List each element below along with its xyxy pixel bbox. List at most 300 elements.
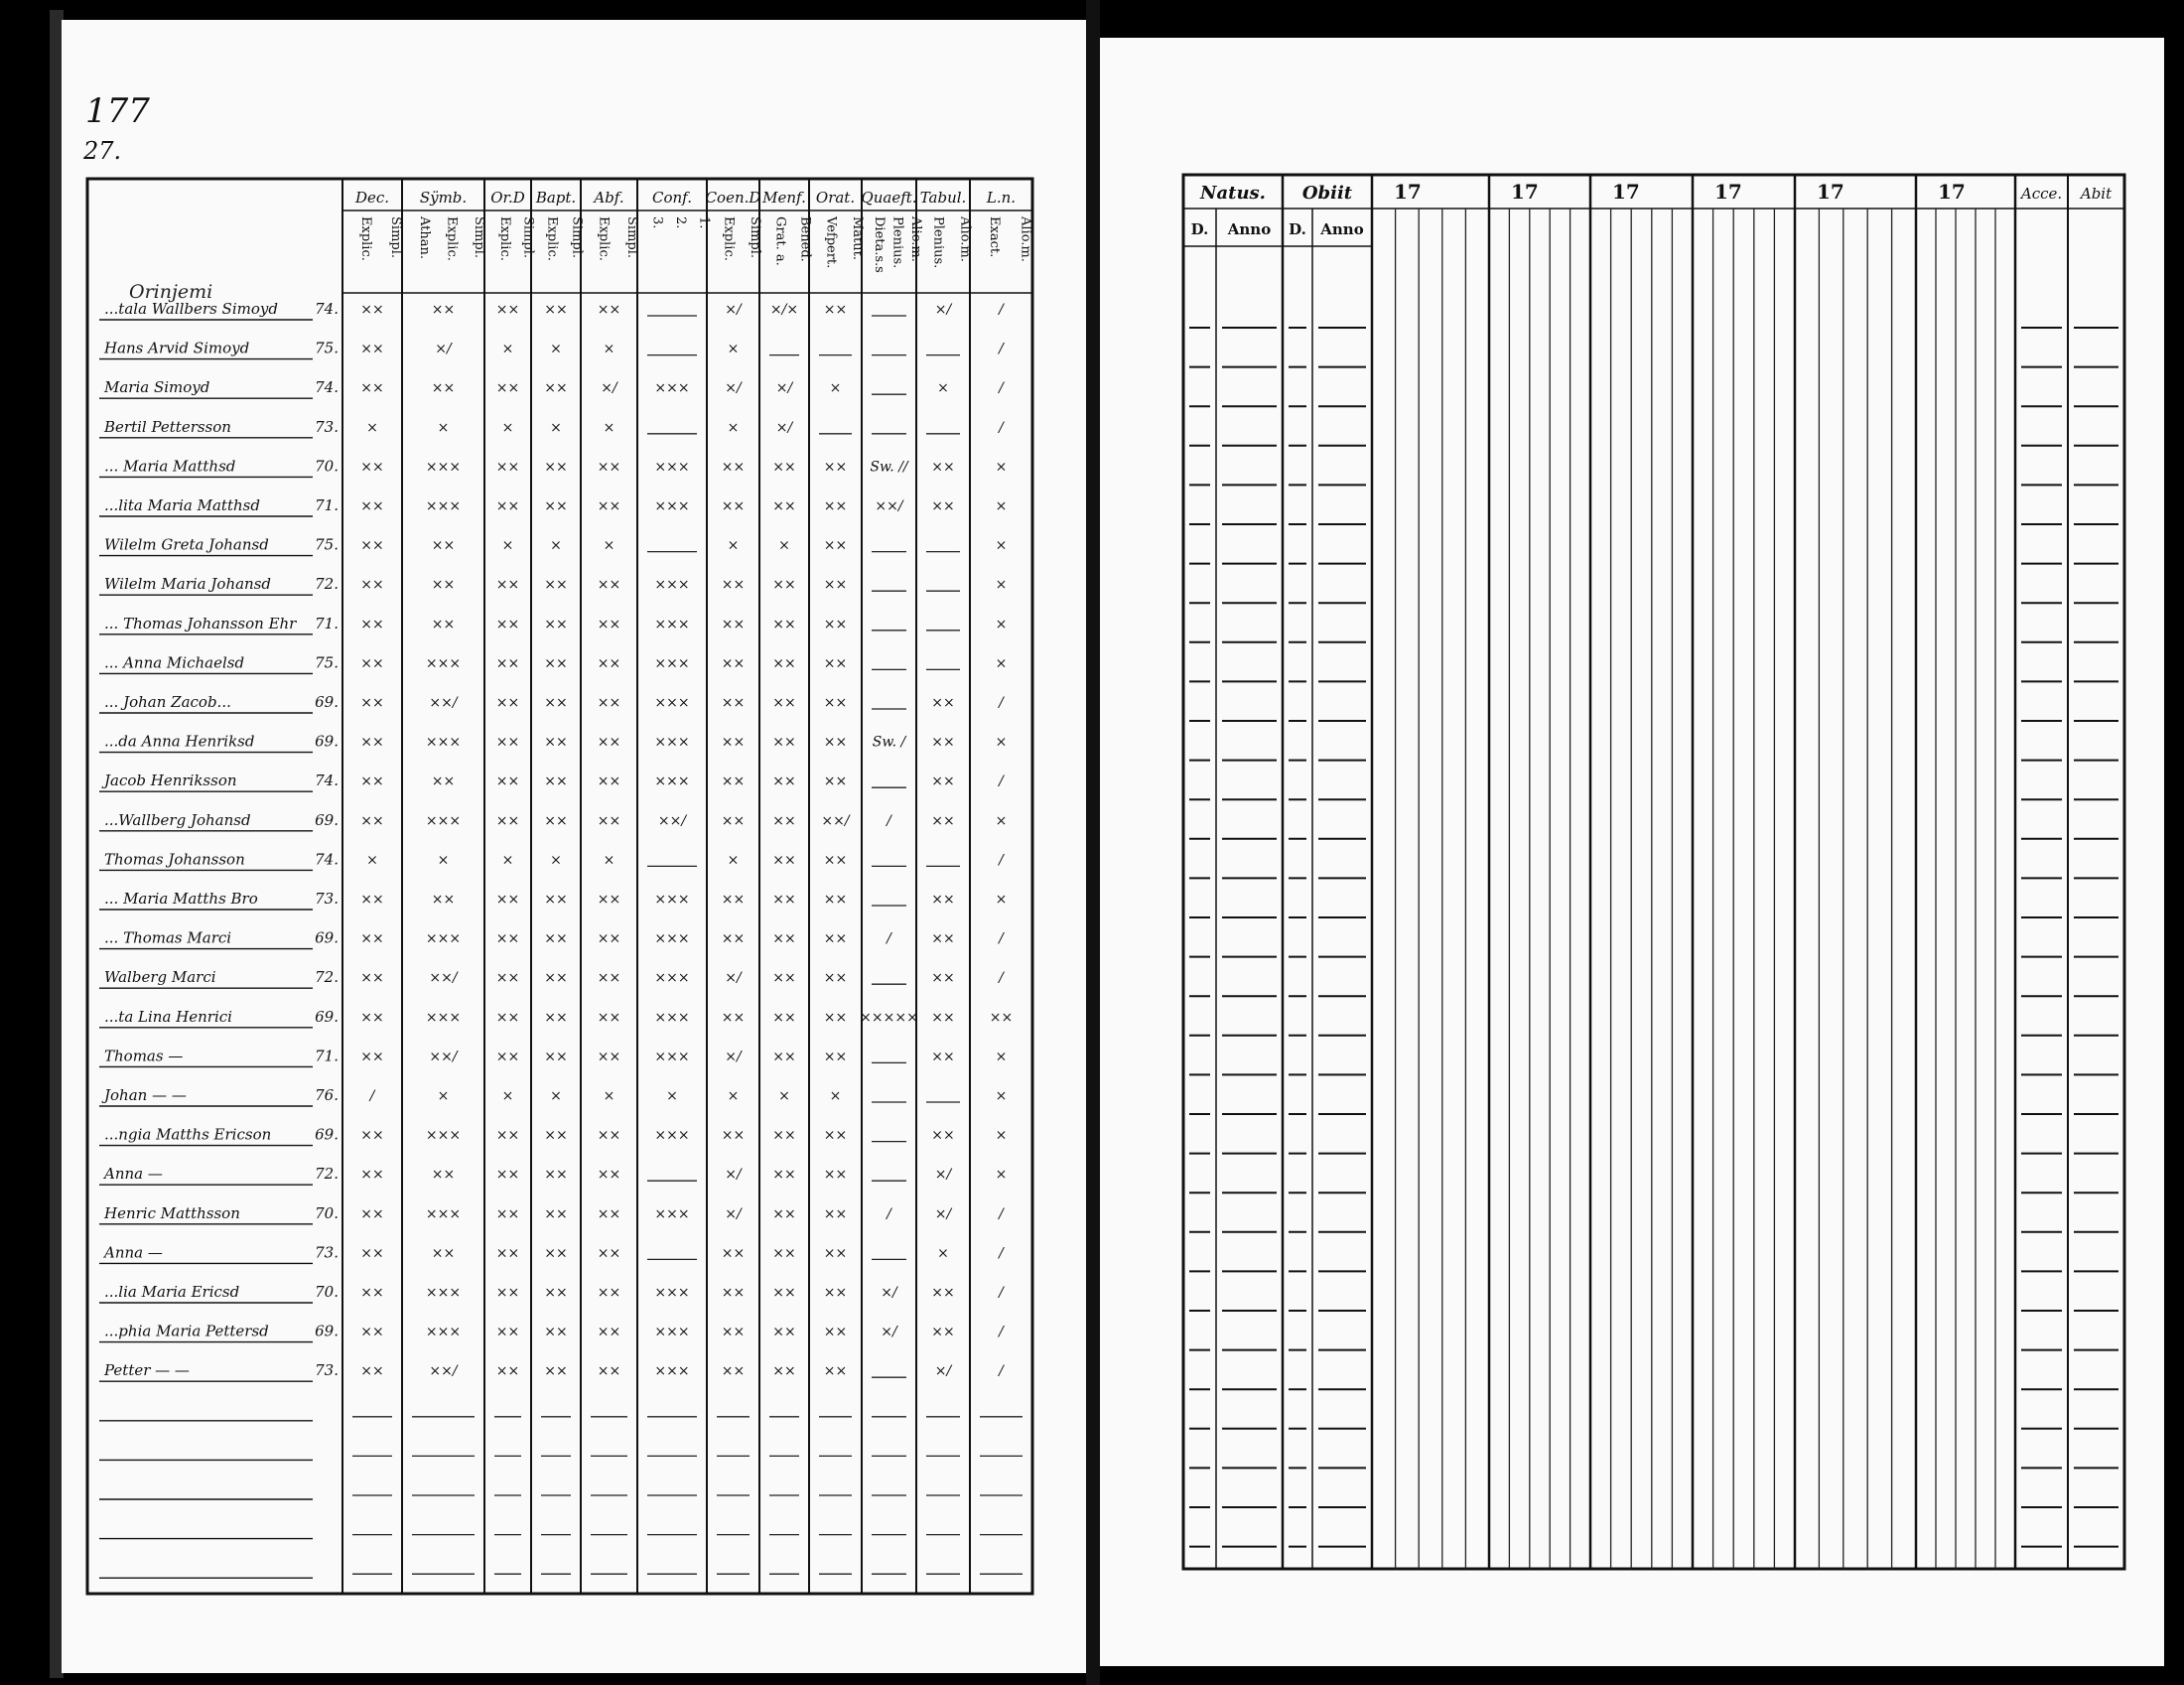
row-mark: × <box>995 1049 1008 1065</box>
row-year: 72. <box>315 968 339 987</box>
row-mark: ×/× <box>769 302 799 318</box>
row-mark: ×× <box>597 892 621 908</box>
row-mark: ×× <box>360 1127 384 1144</box>
row-mark: ×× <box>721 1324 746 1340</box>
row-mark: ××××× <box>860 1009 918 1026</box>
row-name: ... Anna Michaelsd <box>104 653 245 672</box>
row-mark: ×× <box>544 1285 568 1301</box>
folio-number: 177 <box>85 91 150 131</box>
row-mark: ×/ <box>934 1363 952 1380</box>
row-year: 71. <box>315 496 339 514</box>
row-name: ...tala Wallbers Simoyd <box>104 300 278 318</box>
row-mark: ××× <box>425 1009 462 1026</box>
row-mark: × <box>995 537 1008 554</box>
row-mark: ×× <box>431 577 456 594</box>
row-mark: ×× <box>931 773 955 790</box>
row-name: ...lita Maria Matthsd <box>104 496 260 514</box>
row-mark: ×× <box>360 1324 384 1340</box>
row-year: 69. <box>315 1007 339 1026</box>
row-mark: ××× <box>654 380 690 397</box>
row-mark: / <box>999 1363 1004 1380</box>
row-mark: × <box>501 852 514 869</box>
row-year: 74. <box>315 850 339 869</box>
row-mark: × <box>995 1088 1008 1104</box>
row-mark: ×× <box>597 734 621 751</box>
row-mark: / <box>999 1285 1004 1301</box>
row-mark: ×× <box>772 892 796 908</box>
row-mark: ×× <box>495 970 520 987</box>
row-name: Wilelm Maria Johansd <box>104 575 272 594</box>
row-mark: ×/ <box>435 341 452 357</box>
column-subheader: Explic. <box>496 216 512 261</box>
row-mark: ×× <box>597 1167 621 1184</box>
row-mark: × <box>603 341 615 357</box>
row-year: 69. <box>315 810 339 829</box>
column-subheader: Exact. <box>986 216 1002 258</box>
column-subheader: Dieta.s.s <box>872 216 887 273</box>
row-mark: × <box>550 419 562 436</box>
row-mark: × <box>727 341 740 357</box>
row-mark: ×× <box>544 459 568 476</box>
row-year: 70. <box>315 457 339 476</box>
row-mark: ××× <box>654 892 690 908</box>
row-mark: ×× <box>597 498 621 514</box>
row-mark: × <box>437 1088 450 1104</box>
row-mark: ×× <box>823 734 848 751</box>
row-mark: ××× <box>654 1363 690 1380</box>
row-mark: × <box>937 380 949 397</box>
row-mark: ×× <box>544 1363 568 1380</box>
column-subheader: Bened. <box>797 216 813 262</box>
row-mark: ×× <box>360 537 384 554</box>
column-subheader: Explic. <box>596 216 612 261</box>
row-mark: ×× <box>597 773 621 790</box>
row-mark: ×× <box>597 616 621 632</box>
right-table-frame <box>1183 175 2124 1569</box>
column-subheader: Plenius. <box>930 216 946 269</box>
row-mark: ××× <box>654 498 690 514</box>
row-mark: ×× <box>823 577 848 594</box>
row-mark: ××× <box>425 1285 462 1301</box>
row-mark: ×× <box>360 1363 384 1380</box>
row-mark: ×× <box>495 1167 520 1184</box>
row-mark: × <box>550 537 562 554</box>
row-mark: ××× <box>654 1205 690 1222</box>
row-mark: ×× <box>360 616 384 632</box>
row-mark: ×× <box>495 498 520 514</box>
row-mark: ×× <box>772 1167 796 1184</box>
row-mark: ××× <box>654 577 690 594</box>
row-mark: ××× <box>425 812 462 829</box>
row-mark: / <box>999 302 1004 318</box>
row-mark: ×× <box>721 1127 746 1144</box>
row-mark: ×× <box>431 302 456 318</box>
row-mark: × <box>727 1088 740 1104</box>
row-mark: ×× <box>823 695 848 711</box>
row-mark: ××× <box>654 773 690 790</box>
row-mark: ×× <box>544 1205 568 1222</box>
row-mark: ×/ <box>725 302 742 318</box>
row-mark: ×× <box>721 695 746 711</box>
row-mark: ×× <box>772 459 796 476</box>
row-name: Bertil Pettersson <box>104 417 231 436</box>
row-year: 74. <box>315 772 339 790</box>
row-name: Anna — <box>104 1243 163 1262</box>
row-name: ...da Anna Henriksd <box>104 732 255 751</box>
row-mark: ××× <box>654 970 690 987</box>
column-subheader: Vefpert. <box>823 216 839 269</box>
row-mark: ×× <box>544 655 568 672</box>
row-mark: ×× <box>495 577 520 594</box>
row-mark: / <box>887 930 891 947</box>
row-mark: ×/ <box>881 1285 897 1301</box>
column-subheader: Explic. <box>444 216 460 261</box>
row-mark: / <box>999 419 1004 436</box>
right-subheader: Anno <box>1227 220 1272 238</box>
row-mark: ×× <box>823 1009 848 1026</box>
row-mark: ×× <box>989 1009 1014 1026</box>
row-year: 75. <box>315 339 339 357</box>
row-mark: ×× <box>495 812 520 829</box>
row-mark: ×× <box>931 1324 955 1340</box>
row-mark: ×× <box>823 616 848 632</box>
row-mark: ×× <box>360 1245 384 1262</box>
row-mark: ×× <box>823 537 848 554</box>
row-mark: ×× <box>544 734 568 751</box>
row-name: Thomas — <box>104 1047 184 1065</box>
row-mark: / <box>999 1245 1004 1262</box>
row-mark: × <box>550 852 562 869</box>
row-mark: ×/ <box>601 380 617 397</box>
row-name: ...Wallberg Johansd <box>104 810 251 829</box>
row-mark: ×× <box>772 773 796 790</box>
row-mark: ×× <box>823 655 848 672</box>
year-group-header: 17 <box>1394 180 1422 204</box>
row-mark: ×× <box>360 773 384 790</box>
row-mark: ×× <box>544 498 568 514</box>
row-mark: ××/ <box>657 812 687 829</box>
row-mark: ×× <box>823 892 848 908</box>
row-mark: ×/ <box>725 1205 742 1222</box>
row-mark: ×× <box>721 1245 746 1262</box>
row-mark: ×× <box>360 1285 384 1301</box>
row-mark: / <box>887 812 891 829</box>
row-year: 71. <box>315 1047 339 1065</box>
column-header: Tabul. <box>919 189 967 207</box>
column-header: Sÿmb. <box>419 189 468 207</box>
column-subheader: Simpl. <box>520 216 536 259</box>
row-mark: ×× <box>931 812 955 829</box>
row-mark: / <box>999 852 1004 869</box>
row-mark: ×× <box>495 1363 520 1380</box>
row-name: Petter — — <box>104 1361 190 1380</box>
column-subheader: Alio.m. <box>907 216 923 262</box>
row-mark: × <box>437 419 450 436</box>
row-name: Jacob Henriksson <box>104 772 237 790</box>
row-mark: × <box>995 577 1008 594</box>
row-year: 69. <box>315 1125 339 1144</box>
column-header: Or.D <box>490 189 525 207</box>
row-mark: ×× <box>360 970 384 987</box>
row-mark: ×× <box>360 459 384 476</box>
row-mark: ×× <box>495 302 520 318</box>
row-mark: ×/ <box>934 302 952 318</box>
row-mark: × <box>501 419 514 436</box>
row-mark: ×× <box>544 930 568 947</box>
row-mark: × <box>550 341 562 357</box>
row-year: 73. <box>315 417 339 436</box>
row-mark: ×× <box>823 498 848 514</box>
row-mark: ××/ <box>429 970 458 987</box>
row-mark: ×× <box>597 812 621 829</box>
row-year: 76. <box>315 1086 339 1104</box>
right-subheader: D. <box>1289 220 1306 238</box>
row-mark: ×× <box>360 1205 384 1222</box>
row-mark: ×× <box>823 1324 848 1340</box>
row-mark: ××× <box>425 459 462 476</box>
row-mark: ×× <box>772 1009 796 1026</box>
row-mark: × <box>501 1088 514 1104</box>
row-mark: ××× <box>654 1285 690 1301</box>
row-mark: ×× <box>544 380 568 397</box>
row-mark: ×× <box>360 1167 384 1184</box>
row-mark: × <box>778 537 790 554</box>
row-mark: ××× <box>425 1205 462 1222</box>
column-subheader: Simpl. <box>569 216 585 259</box>
row-mark: ×× <box>721 1363 746 1380</box>
row-mark: ×× <box>495 1205 520 1222</box>
row-year: 69. <box>315 928 339 947</box>
column-header: L.n. <box>986 189 1017 207</box>
row-year: 75. <box>315 535 339 554</box>
row-name: ... Maria Matthsd <box>104 457 236 476</box>
column-header: Conf. <box>652 189 692 207</box>
row-mark: ×× <box>823 1127 848 1144</box>
row-mark: ×× <box>772 734 796 751</box>
row-mark: ×/ <box>775 380 793 397</box>
row-mark: ××/ <box>875 498 903 514</box>
row-year: 69. <box>315 1322 339 1340</box>
column-header: Bapt. <box>535 189 577 207</box>
row-mark: ×× <box>597 1245 621 1262</box>
row-mark: ×× <box>931 695 955 711</box>
row-mark: ×× <box>931 1049 955 1065</box>
row-mark: × <box>550 1088 562 1104</box>
row-mark: Sw. // <box>870 459 908 476</box>
row-mark: × <box>501 341 514 357</box>
row-mark: / <box>999 930 1004 947</box>
column-header: Orat. <box>815 189 856 207</box>
row-mark: ×× <box>431 1245 456 1262</box>
row-mark: ×× <box>360 577 384 594</box>
row-mark: ×× <box>772 852 796 869</box>
row-mark: ××× <box>425 1127 462 1144</box>
row-year: 70. <box>315 1203 339 1222</box>
row-mark: ×× <box>544 695 568 711</box>
row-mark: × <box>603 537 615 554</box>
row-mark: × <box>995 1167 1008 1184</box>
row-mark: ×× <box>360 1049 384 1065</box>
row-year: 72. <box>315 575 339 594</box>
row-mark: ××× <box>654 655 690 672</box>
row-name: Henric Matthsson <box>104 1203 240 1222</box>
row-year: 73. <box>315 1361 339 1380</box>
row-mark: ×× <box>823 302 848 318</box>
row-mark: ×× <box>495 1285 520 1301</box>
row-mark: × <box>995 498 1008 514</box>
row-mark: ×× <box>544 970 568 987</box>
row-mark: ×× <box>721 773 746 790</box>
row-mark: ×× <box>544 1009 568 1026</box>
column-subheader: Athan. <box>416 216 432 260</box>
right-group-header: Natus. <box>1200 183 1266 204</box>
column-subheader: Plenius. <box>889 216 905 269</box>
heading-note: Orinjemi <box>129 281 213 303</box>
row-mark: ×× <box>772 1324 796 1340</box>
column-subheader: 1. <box>696 216 712 229</box>
right-subheader: Anno <box>1320 220 1364 238</box>
column-subheader: Alio.m. <box>1018 216 1033 262</box>
row-year: 75. <box>315 653 339 672</box>
row-mark: × <box>727 852 740 869</box>
year-group-header: 17 <box>1714 180 1742 204</box>
row-mark: × <box>501 537 514 554</box>
row-mark: ×× <box>431 380 456 397</box>
row-mark: ×× <box>597 695 621 711</box>
row-mark: ×× <box>544 1167 568 1184</box>
row-mark: / <box>887 1205 891 1222</box>
row-mark: ×× <box>931 498 955 514</box>
row-mark: ×× <box>721 1009 746 1026</box>
row-mark: ×× <box>772 577 796 594</box>
row-mark: ×× <box>721 1285 746 1301</box>
row-mark: ×× <box>360 655 384 672</box>
row-mark: ×× <box>597 930 621 947</box>
row-name: ...phia Maria Pettersd <box>104 1322 269 1340</box>
row-mark: ×× <box>360 892 384 908</box>
row-mark: ×× <box>360 498 384 514</box>
row-mark: ×× <box>597 1324 621 1340</box>
row-mark: ×× <box>823 1049 848 1065</box>
row-mark: ×× <box>597 1285 621 1301</box>
column-subheader: Simpl. <box>747 216 762 259</box>
row-mark: ×× <box>823 1205 848 1222</box>
row-mark: ×× <box>931 892 955 908</box>
row-mark: / <box>999 970 1004 987</box>
row-mark: ×× <box>544 1324 568 1340</box>
row-mark: / <box>999 1324 1004 1340</box>
row-mark: ×× <box>544 812 568 829</box>
column-subheader: Alio.m. <box>957 216 973 262</box>
row-mark: ×× <box>721 577 746 594</box>
row-mark: × <box>995 459 1008 476</box>
row-mark: ×× <box>495 930 520 947</box>
row-mark: ×× <box>360 1009 384 1026</box>
row-mark: ×× <box>597 1009 621 1026</box>
row-mark: ××× <box>654 459 690 476</box>
row-mark: × <box>829 380 842 397</box>
right-subheader: D. <box>1190 220 1209 238</box>
row-mark: ×× <box>931 459 955 476</box>
row-mark: × <box>603 419 615 436</box>
row-mark: ×× <box>772 812 796 829</box>
row-mark: ×× <box>721 812 746 829</box>
row-mark: ××× <box>425 1324 462 1340</box>
row-mark: ×× <box>597 1127 621 1144</box>
row-mark: ×× <box>495 1245 520 1262</box>
row-mark: ×× <box>544 892 568 908</box>
folio-subnumber: 27. <box>83 137 122 165</box>
row-mark: ×× <box>772 498 796 514</box>
row-mark: ×× <box>772 655 796 672</box>
row-mark: / <box>369 1088 375 1104</box>
row-name: ...ngia Matths Ericson <box>104 1125 272 1144</box>
row-mark: ×× <box>772 616 796 632</box>
row-mark: ×× <box>597 1205 621 1222</box>
row-name: ...ta Lina Henrici <box>104 1007 232 1026</box>
row-mark: ×× <box>772 1363 796 1380</box>
row-mark: × <box>937 1245 949 1262</box>
row-mark: ×× <box>431 616 456 632</box>
row-mark: ×/ <box>881 1324 897 1340</box>
row-mark: ×× <box>495 773 520 790</box>
row-name: ...lia Maria Ericsd <box>104 1283 240 1301</box>
row-mark: ×× <box>597 302 621 318</box>
row-mark: ×× <box>360 812 384 829</box>
row-mark: ×× <box>544 302 568 318</box>
row-mark: ×× <box>495 655 520 672</box>
row-mark: ×× <box>721 655 746 672</box>
row-mark: × <box>995 812 1008 829</box>
row-mark: × <box>778 1088 790 1104</box>
column-header: Menf. <box>762 189 806 207</box>
row-mark: ×× <box>931 1285 955 1301</box>
row-mark: × <box>995 1127 1008 1144</box>
row-mark: ×/ <box>775 419 793 436</box>
row-mark: ×× <box>597 970 621 987</box>
row-mark: ×/ <box>934 1167 952 1184</box>
row-mark: ×× <box>931 930 955 947</box>
row-mark: ×× <box>772 1127 796 1144</box>
row-mark: ×× <box>360 380 384 397</box>
year-group-header: 17 <box>1817 180 1844 204</box>
row-mark: ×× <box>823 1285 848 1301</box>
row-mark: ×/ <box>725 970 742 987</box>
row-mark: × <box>366 852 378 869</box>
row-mark: ××× <box>654 1127 690 1144</box>
row-mark: ×× <box>597 1049 621 1065</box>
row-mark: ××/ <box>429 1363 458 1380</box>
row-mark: / <box>999 380 1004 397</box>
row-mark: ××× <box>654 734 690 751</box>
row-mark: ××× <box>654 1049 690 1065</box>
row-name: ... Johan Zacob... <box>104 693 231 711</box>
row-mark: ×× <box>823 852 848 869</box>
row-mark: / <box>999 341 1004 357</box>
row-name: ... Thomas Johansson Ehr <box>104 614 297 632</box>
column-header: Quaeft. <box>861 189 917 207</box>
row-mark: ×× <box>495 892 520 908</box>
row-mark: ×× <box>495 1324 520 1340</box>
row-mark: ×× <box>431 1167 456 1184</box>
row-mark: ×× <box>823 1245 848 1262</box>
row-mark: ×× <box>721 892 746 908</box>
row-mark: ××× <box>654 1324 690 1340</box>
row-mark: ×× <box>544 1245 568 1262</box>
column-subheader: Simpl. <box>623 216 639 259</box>
row-mark: ×× <box>495 1009 520 1026</box>
row-mark: ×× <box>931 734 955 751</box>
